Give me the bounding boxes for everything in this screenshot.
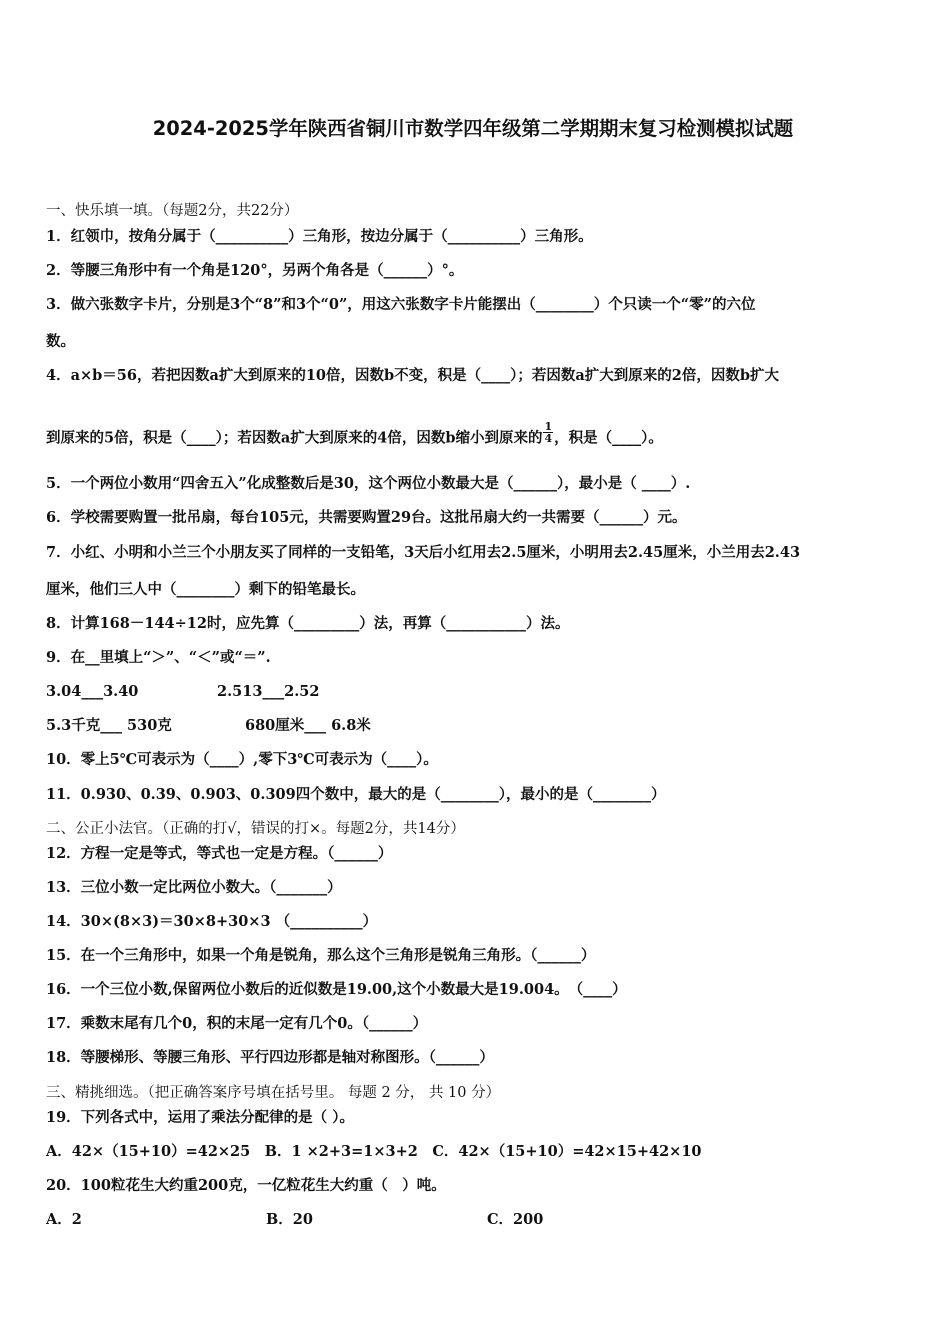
question-4-line-2-a: 到原来的5倍，积是（____）；若因数a扩大到原来的4倍，因数b缩小到原来的: [46, 429, 543, 447]
question-15: 15．在一个三角形中，如果一个角是锐角，那么这个三角形是锐角三角形。（______）: [46, 947, 596, 964]
question-4-line-2-b: ，积是（____）。: [554, 429, 663, 447]
question-17: 17．乘数末尾有几个0，积的末尾一定有几个0。（______）: [46, 1015, 428, 1032]
question-9-item-c: 5.3千克___ 530克: [46, 717, 172, 734]
section-heading-1: 一、快乐填一填。（每题2分，共22分）: [46, 203, 299, 219]
question-20-option-b: B．20: [266, 1211, 313, 1228]
question-3-line-2: 数。: [46, 333, 75, 350]
question-13: 13．三位小数一定比两位小数大。（_______）: [46, 879, 342, 896]
question-10: 10．零上5℃可表示为（____）,零下3℃可表示为（____）。: [46, 751, 438, 768]
question-20-option-a: A．2: [46, 1211, 82, 1228]
fraction-numerator: 1: [544, 420, 553, 433]
question-4-line-2: [46, 420, 663, 450]
question-20-stem: 20．100粒花生大约重200克，一亿粒花生大约重（ ）吨。: [46, 1177, 446, 1194]
question-7-line-2: 厘米，他们三人中（________）剩下的铅笔最长。: [46, 581, 365, 598]
question-2: 2．等腰三角形中有一个角是120°，另两个角各是（______）°。: [46, 262, 464, 279]
question-19-stem: 19．下列各式中，运用了乘法分配律的是（ ）。: [46, 1109, 354, 1126]
question-12: 12．方程一定是等式，等式也一定是方程。（______）: [46, 845, 393, 862]
question-5: 5．一个两位小数用“四舍五入”化成整数后是30，这个两位小数最大是（______），最小是（ ____）.: [46, 475, 691, 492]
question-9-item-d: 680厘米___ 6.8米: [245, 717, 371, 734]
question-1: 1．红领巾，按角分属于（__________）三角形，按边分属于（__________）三角形。: [46, 228, 593, 245]
question-9-item-b: 2.513___2.52: [217, 683, 320, 700]
question-11: 11．0.930、0.39、0.903、0.309四个数中，最大的是（________），最小的是（________）: [46, 786, 666, 803]
page-title: 2024-2025学年陕西省铜川市数学四年级第二学期期末复习检测模拟试题: [152, 117, 794, 140]
fraction-one-quarter: [543, 421, 553, 444]
question-7-line-1: 7．小红、小明和小兰三个小朋友买了同样的一支铅笔，3天后小红用去2.5厘米，小明用去2.45厘米，小兰用去2.43: [46, 544, 801, 561]
question-3-line-1: 3．做六张数字卡片，分别是3个“8”和3个“0”，用这六张数字卡片能摆出（________）个只读一个“零”的六位: [46, 296, 756, 313]
question-19-options: A．42×（15+10）=42×25 B．1 ×2+3=1×3+2 C．42×（15+10）=42×15+42×10: [46, 1143, 702, 1160]
question-6: 6．学校需要购置一批吊扇，每台105元，共需要购置29台。这批吊扇大约一共需要（______）元。: [46, 509, 687, 526]
section-heading-2: 二、公正小法官。（正确的打√，错误的打×。每题2分，共14分）: [46, 821, 465, 837]
fraction-denominator: 4: [544, 432, 553, 445]
question-16: 16．一个三位小数,保留两位小数后的近似数是19.00,这个小数最大是19.004。 （____）: [46, 981, 627, 998]
question-9-stem: 9．在__里填上“＞”、“＜”或“＝”.: [46, 649, 271, 666]
section-heading-3: 三、精挑细选。（把正确答案序号填在括号里。 每题 2 分， 共 10 分）: [46, 1085, 501, 1101]
question-14: 14．30×(8×3)＝30×8+30×3 （__________）: [46, 913, 378, 930]
question-8: 8．计算168－144÷12时，应先算（_________）法，再算（___________）法。: [46, 615, 570, 632]
question-9-item-a: 3.04___3.40: [46, 683, 139, 700]
question-20-option-c: C．200: [487, 1211, 544, 1228]
question-4-line-1: 4．a×b＝56，若把因数a扩大到原来的10倍，因数b不变，积是（____）；若因数a扩大到原来的2倍，因数b扩大: [46, 367, 780, 384]
question-18: 18．等腰梯形、等腰三角形、平行四边形都是轴对称图形。（______）: [46, 1049, 494, 1066]
